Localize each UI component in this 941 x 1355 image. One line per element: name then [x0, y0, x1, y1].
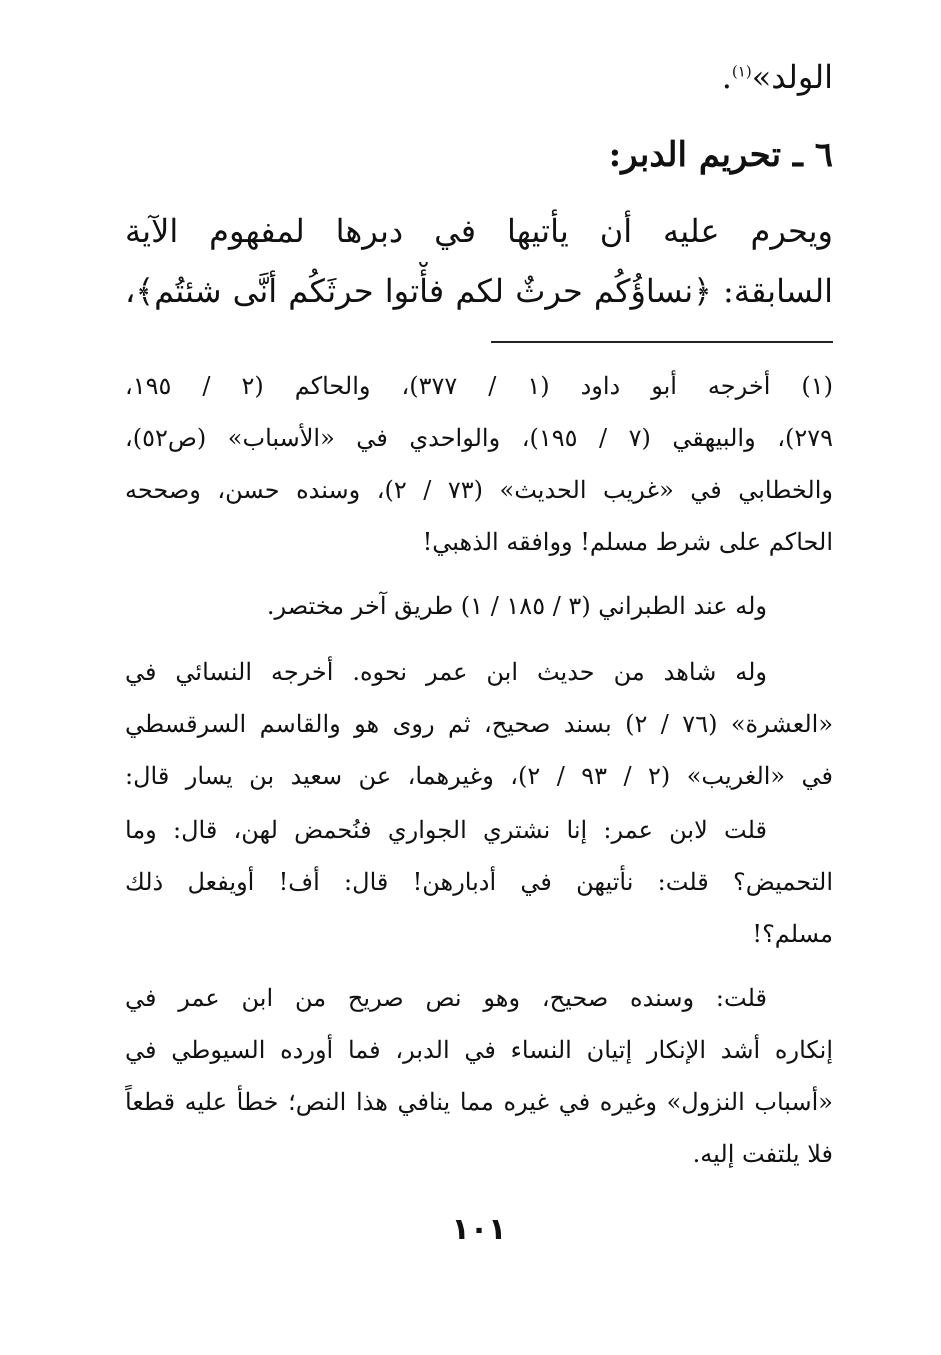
footnote-paragraph-line: إنكاره أشد الإنكار إتيان النساء في الدبر، فما أورده السيوطي في	[125, 1036, 833, 1064]
section-heading: ٦ ـ تحريم الدبر:	[608, 135, 833, 175]
footnote-paragraph-line: قلت: وسنده صحيح، وهو نص صريح من ابن عمر في	[125, 984, 767, 1012]
main-paragraph-line-2: السابقة: ﴿نساؤُكُم حرثٌ لكم فأْتوا حرثَكُم أنَّى شئتُم﴾،	[125, 272, 833, 310]
footnote-line: (١) أخرجه أبو داود (١ / ٣٧٧)، والحاكم (٢ / ١٩٥،	[125, 372, 833, 400]
continuation-text: الولد»	[751, 58, 833, 96]
page-number: ١٠١	[451, 1212, 507, 1247]
main-paragraph-line-1: ويحرم عليه أن يأتيها في دبرها لمفهوم الآية	[125, 212, 833, 250]
continuation-end: .	[721, 58, 732, 96]
footnote-line: والخطابي في «غريب الحديث» (٧٣ / ٢)، وسنده حسن، وصححه	[125, 476, 833, 504]
footnote-paragraph-line: في «الغريب» (٢ / ٩٣ / ٢)، وغيرهما، عن سعيد بن يسار قال:	[125, 762, 833, 790]
footnote-paragraph-line: وله شاهد من حديث ابن عمر نحوه. أخرجه النسائي في	[125, 658, 767, 686]
footnote-paragraph-line: التحميض؟ قلت: نأتيهن في أدبارهن! قال: أف! أويفعل ذلك	[125, 868, 833, 896]
footnote-marker: (١)	[731, 62, 752, 81]
footnote-paragraph-line: مسلم؟!	[752, 920, 833, 948]
footnote-paragraph-line: «العشرة» (٧٦ / ٢) بسند صحيح، ثم روى هو والقاسم السرقسطي	[125, 710, 833, 738]
footnote-paragraph-line: قلت لابن عمر: إنا نشتري الجواري فنُحمض لهن، قال: وما	[125, 816, 767, 844]
footnote-paragraph: وله عند الطبراني (٣ / ١٨٥ / ١) طريق آخر مختصر.	[266, 592, 767, 620]
footnote-separator	[491, 341, 833, 343]
footnote-line: الحاكم على شرط مسلم! ووافقه الذهبي!	[422, 528, 833, 556]
footnote-paragraph-line: «أسباب النزول» وغيره في غيره مما ينافي هذا النص؛ خطأ عليه قطعاً	[125, 1088, 833, 1116]
continuation-line	[125, 48, 833, 106]
book-page	[125, 40, 833, 1320]
footnote-line: ٢٧٩)، والبيهقي (٧ / ١٩٥)، والواحدي في «الأسباب» (ص٥٢)،	[125, 424, 833, 452]
footnote-paragraph-line: فلا يلتفت إليه.	[692, 1140, 833, 1168]
